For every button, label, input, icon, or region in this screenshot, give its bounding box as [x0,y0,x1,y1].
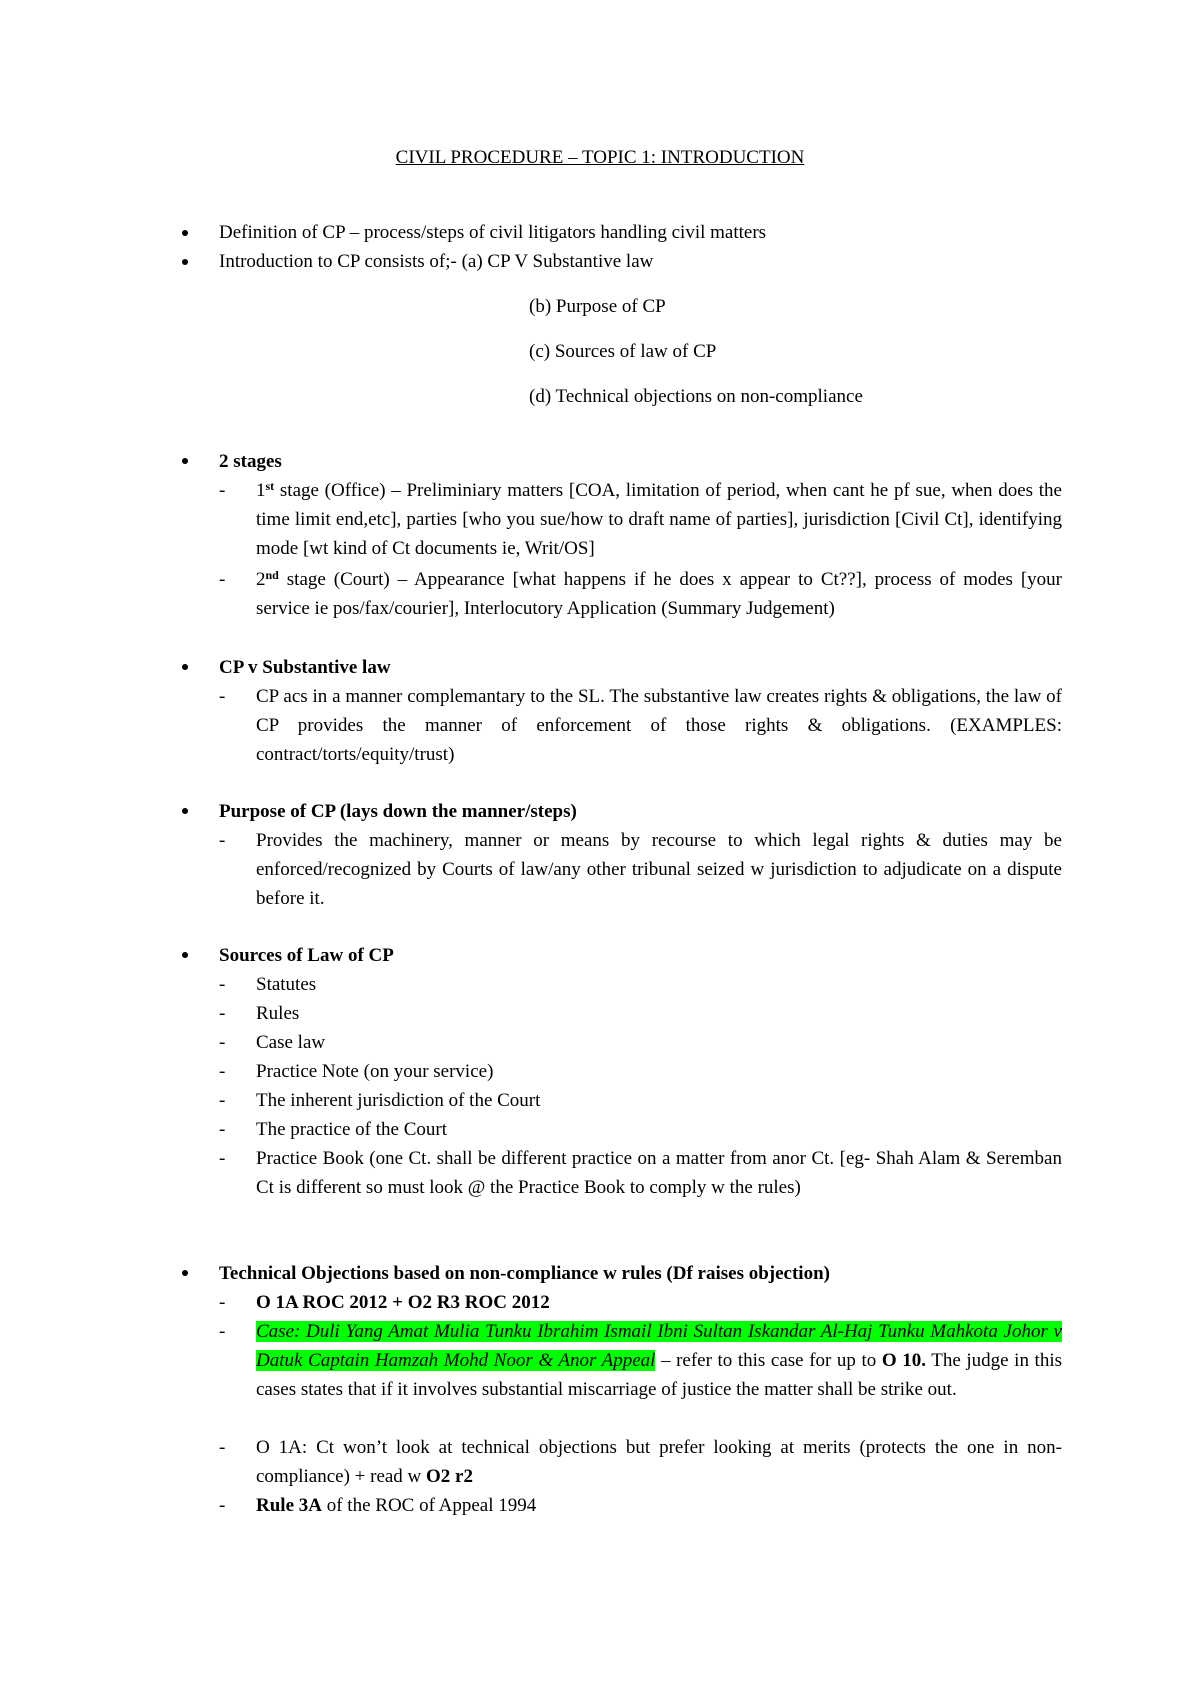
sub-item-b: (b) Purpose of CP [529,296,666,317]
dash-marker: - [219,1495,226,1516]
dash-marker: - [219,569,226,590]
bullet-icon [182,458,188,464]
substantive-text: CP acs in a manner complemantary to the SL. The substantive law creates rights & obligations, the law of CP provides the manner of enforcement of those rights & obligations. (EXAMPLES: contract/torts/equity/trust) [256,686,1062,765]
list-item: The inherent jurisdiction of the Court [256,1090,541,1111]
dash-marker: - [219,830,226,851]
definition-text: Definition of CP – process/steps of civil litigators handling civil matters [219,222,767,243]
sub-item-c: (c) Sources of law of CP [529,341,717,362]
bullet-icon [182,1270,188,1276]
o1a-note: O 1A: Ct won’t look at technical objections but prefer looking at merits (protects the one in non-compliance) + read w O2 r2 [256,1437,1062,1487]
purpose-text: Provides the machinery, manner or means by recourse to which legal rights & duties may be enforced/recognized by Courts of law/any other tribunal seized w jurisdiction to adjudicate on a dispute before it. [256,830,1062,909]
bullet-icon [182,230,188,236]
rule-reference: O 1A ROC 2012 + O2 R3 ROC 2012 [256,1292,550,1313]
section-heading: Technical Objections based on non-compliance w rules (Df raises objection) [219,1263,830,1284]
bullet-icon [182,664,188,670]
dash-marker: - [219,480,226,501]
dash-marker: - [219,1032,226,1053]
list-item: Practice Note (on your service) [256,1061,494,1082]
bullet-icon [182,808,188,814]
bullet-icon [182,952,188,958]
page-title: CIVIL PROCEDURE – TOPIC 1: INTRODUCTION [395,147,805,168]
dash-marker: - [219,974,226,995]
list-item: The practice of the Court [256,1119,447,1140]
dash-marker: - [219,1061,226,1082]
list-item: Case law [256,1032,326,1053]
list-item: Rules [256,1003,300,1024]
section-heading: CP v Substantive law [219,657,391,678]
case-note: Case: Duli Yang Amat Mulia Tunku Ibrahim Ismail Ibni Sultan Iskandar Al-Haj Tunku Mahkota Johor v Datuk Captain Hamzah Mohd Noor & Anor Appeal – refer to this case for up to O 10. The judge in this cases states that if it involves substantial miscarriage of justice the matter shall be strike out. [256,1321,1062,1400]
dash-marker: - [219,1119,226,1140]
dash-marker: - [219,1321,226,1342]
list-item: Statutes [256,974,317,995]
section-heading: 2 stages [219,451,282,472]
dash-marker: - [219,1437,226,1458]
dash-marker: - [219,1003,226,1024]
dash-marker: - [219,1292,226,1313]
first-stage-text: 1st stage (Office) – Preliminiary matters [COA, limitation of period, when cant he pf sue, when does the time limit end,etc], parties [who you sue/how to draft name of parties], jurisdiction [Civil Ct], identifying mode [wt kind of Ct documents ie, Writ/OS] [256,479,1062,559]
rule-3a-note: Rule 3A of the ROC of Appeal 1994 [256,1495,537,1516]
dash-marker: - [219,1090,226,1111]
dash-marker: - [219,686,226,707]
case-name-highlight: Case: Duli Yang Amat Mulia Tunku Ibrahim Ismail Ibni Sultan Iskandar Al-Haj Tunku Mahkota Johor v Datuk Captain Hamzah Mohd Noor & Anor Appeal [256,1321,1062,1371]
section-heading: Purpose of CP (lays down the manner/steps) [219,801,577,822]
dash-marker: - [219,1148,226,1169]
second-stage-text: 2nd stage (Court) – Appearance [what happens if he does x appear to Ct??], process of modes [your service ie pos/fax/courier], Interlocutory Application (Summary Judgement) [256,568,1062,619]
sub-item-d: (d) Technical objections on non-compliance [529,386,863,407]
section-heading: Sources of Law of CP [219,945,394,966]
bullet-icon [182,259,188,265]
list-item: Practice Book (one Ct. shall be different practice on a matter from anor Ct. [eg- Shah Alam & Seremban Ct is different so must look @ the Practice Book to comply w the rules) [256,1148,1062,1198]
consists-text: Introduction to CP consists of;- (a) CP V Substantive law [219,251,654,272]
